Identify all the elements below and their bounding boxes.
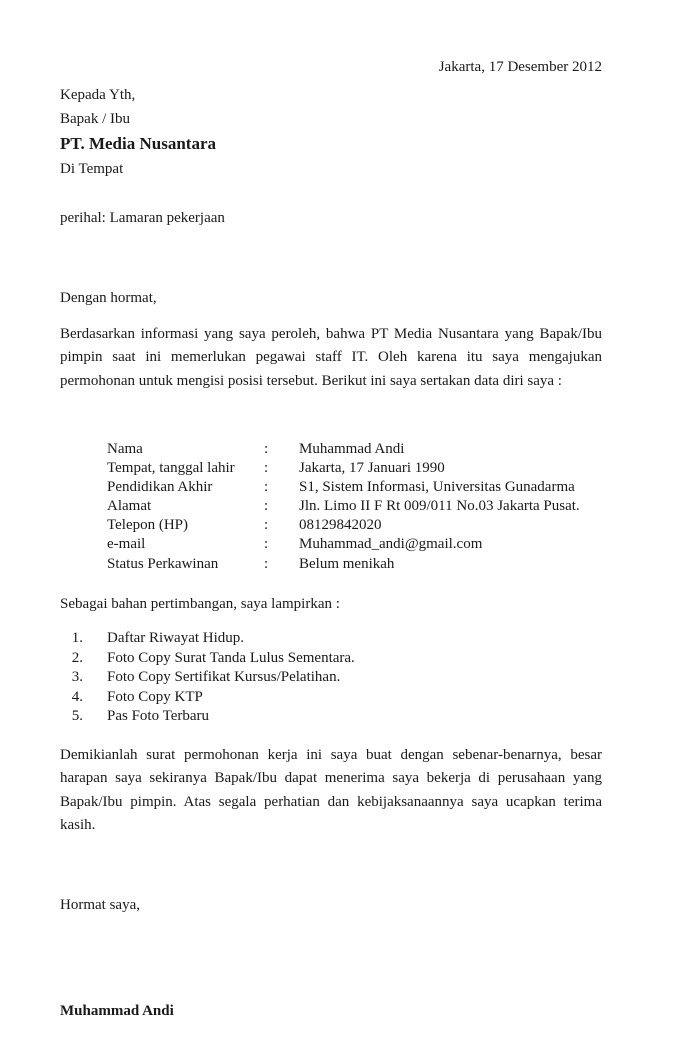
attachment-text: Foto Copy Sertifikat Kursus/Pelatihan.: [107, 669, 341, 686]
attachment-number: 4.: [71, 688, 83, 705]
personal-data-row: [107, 497, 580, 516]
personal-data-row: [107, 516, 580, 535]
personal-data-row: [107, 555, 580, 574]
attachment-number: 1.: [71, 630, 83, 646]
attachment-item: [60, 649, 355, 669]
attachment-item: [60, 707, 355, 727]
personal-data-row: [107, 478, 580, 497]
attachment-number: 3.: [71, 669, 83, 686]
personal-data-separator: :: [264, 441, 269, 457]
attachment-number: 2.: [71, 649, 83, 666]
personal-data-separator: :: [264, 460, 269, 477]
personal-data-value: S1, Sistem Informasi, Universitas Gunadarma: [299, 479, 575, 496]
personal-data-row: [107, 459, 580, 478]
closing-paragraph: Demikianlah surat permohonan kerja ini saya buat dengan sebenar-benarnya, besar harapan saya sekiranya Bapak/Ibu dapat menerima saya bekerja di perusahaan yang Bapak/Ibu pimpin. Atas segala perhatian dan kebijaksanaannya saya ucapkan terima kasih.: [60, 747, 602, 833]
sign-off: Hormat saya,: [60, 897, 140, 913]
attachment-item: [60, 629, 355, 649]
personal-data-value: Muhammad Andi: [299, 441, 405, 457]
personal-data-separator: :: [264, 517, 269, 534]
letter-greeting: Dengan hormat,: [60, 290, 157, 306]
recipient-place: Di Tempat: [60, 161, 124, 177]
attachments-list: [60, 629, 355, 727]
personal-data-label: e-mail: [107, 536, 146, 553]
personal-data-label: Telepon (HP): [107, 517, 189, 534]
personal-data-separator: :: [264, 498, 269, 515]
recipient-title: Bapak / Ibu: [60, 111, 130, 127]
attachment-text: Foto Copy KTP: [107, 688, 203, 705]
recipient-salutation: Kepada Yth,: [60, 87, 136, 103]
personal-data-row: [107, 535, 580, 554]
personal-data-table: [107, 440, 580, 574]
personal-data-label: Tempat, tanggal lahir: [107, 460, 235, 477]
personal-data-value: Muhammad_andi@gmail.com: [299, 536, 483, 553]
personal-data-separator: :: [264, 479, 269, 496]
personal-data-separator: :: [264, 555, 269, 572]
personal-data-separator: :: [264, 536, 269, 553]
recipient-company: PT. Media Nusantara: [60, 134, 216, 153]
attachment-number: 5.: [71, 708, 83, 725]
personal-data-label: Status Perkawinan: [107, 555, 219, 572]
personal-data-row: [107, 440, 580, 459]
attachments-intro: Sebagai bahan pertimbangan, saya lampirkan :: [60, 596, 340, 612]
personal-data-label: Alamat: [107, 498, 152, 515]
attachment-text: Daftar Riwayat Hidup.: [107, 630, 245, 646]
attachment-item: [60, 688, 355, 708]
personal-data-value: Belum menikah: [299, 555, 395, 572]
personal-data-label: Nama: [107, 441, 143, 457]
letter-date: Jakarta, 17 Desember 2012: [438, 59, 602, 75]
attachment-item: [60, 668, 355, 688]
personal-data-label: Pendidikan Akhir: [107, 479, 213, 496]
personal-data-value: Jln. Limo II F Rt 009/011 No.03 Jakarta Pusat.: [299, 498, 580, 515]
signer-name: Muhammad Andi: [60, 1003, 174, 1019]
personal-data-value: 08129842020: [299, 517, 382, 534]
letter-subject: perihal: Lamaran pekerjaan: [60, 210, 225, 226]
attachment-text: Foto Copy Surat Tanda Lulus Sementara.: [107, 649, 355, 666]
personal-data-value: Jakarta, 17 Januari 1990: [299, 460, 445, 477]
intro-paragraph: Berdasarkan informasi yang saya peroleh, bahwa PT Media Nusantara yang Bapak/Ibu pimpin saat ini memerlukan pegawai staff IT. Oleh karena itu saya mengajukan permohonan untuk mengisi posisi tersebut. Berikut ini saya sertakan data diri saya :: [60, 326, 602, 389]
attachment-text: Pas Foto Terbaru: [107, 708, 209, 725]
